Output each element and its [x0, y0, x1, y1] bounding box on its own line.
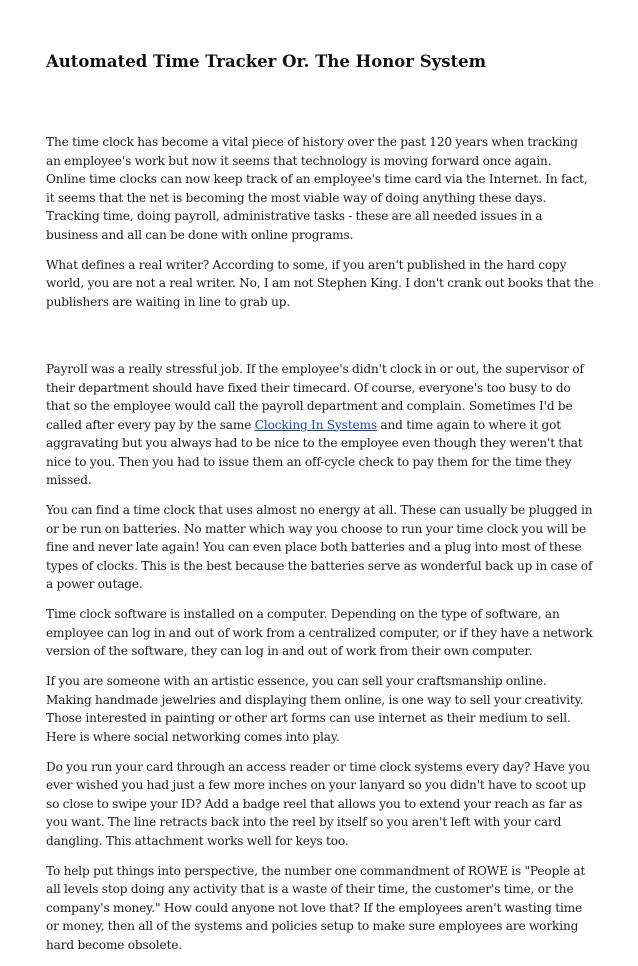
paragraph-7: Do you run your card through an access reader or time clock systems every day? Have you ever wished you had just a few more inches on your lanyard so you didn't have to scoot up so close to swipe your ID? Add a badge reel that allows you to extend your reach as far as you want. The line retracts back into the reel by itself so you aren't left with your card dangling. This attachment works well for keys too.: [46, 759, 590, 848]
paragraph-2: What defines a real writer? According to some, if you aren't published in the hard copy world, you are not a real writer. No, I am not Stephen King. I don't crank out books that the publishers are waiting in line to grab up.: [46, 257, 594, 309]
paragraph-3: [46, 360, 594, 490]
paragraph-6: If you are someone with an artistic essence, you can sell your craftsmanship online. Making handmade jewelries and displaying them online, is one way to sell your creativity. Those interested in painting or other art forms can use internet as their medium to sell. Here is where social networking comes into play.: [46, 674, 584, 744]
paragraph-4: You can find a time clock that uses almost no energy at all. These can usually be plugged in or be run on batteries. No matter which way you choose to run your time clock you will be fine and never late again! You can even place both batteries and a plug into most of these types of clocks. This is the best because the batteries serve as wonderful back up in case of a power outage.: [46, 503, 593, 591]
paragraph-3-text-after: and time again to where it got aggravating but you always had to be nice to the employee even though they weren't that nice to you. Then you had to issue them an off-cycle check to pay them for the time they missed.: [46, 417, 583, 487]
paragraph-5: Time clock software is installed on a computer. Depending on the type of software, an employee can log in and out of work from a centralized computer, or if they have a network version of the software, they can log in and out of work from their own computer.: [46, 607, 593, 658]
article-body: [46, 133, 594, 954]
paragraph-3-text-before: Payroll was a really stressful job. If the employee's didn't clock in or out, the supervisor of their department should have fixed their timecard. Of course, everyone's too busy to do that so the employee would call the payroll department and complain. Sometimes I'd be called after every pay by the same: [46, 362, 584, 432]
page-title: Automated Time Tracker Or. The Honor System: [46, 52, 487, 71]
clocking-in-systems-link[interactable]: Clocking In Systems: [254, 417, 377, 432]
document-page: [46, 52, 594, 966]
paragraph-8: To help put things into perspective, the number one commandment of ROWE is "People at all levels stop doing any activity that is a waste of their time, the customer's time, or the company's money." How could anyone not love that? If the employees aren't wasting time or money, then all of the systems and policies setup to make sure employees are working hard become obsolete.: [46, 863, 586, 952]
paragraph-1: The time clock has become a vital piece of history over the past 120 years when tracking an employee's work but now it seems that technology is moving forward once again. Online time clocks can now keep track of an employee's time card via the Internet. In fact, it seems that the net is becoming the most viable way of doing anything these days. Tracking time, doing payroll, administrative tasks - these are all needed issues in a business and all can be done with online programs.: [46, 135, 588, 242]
